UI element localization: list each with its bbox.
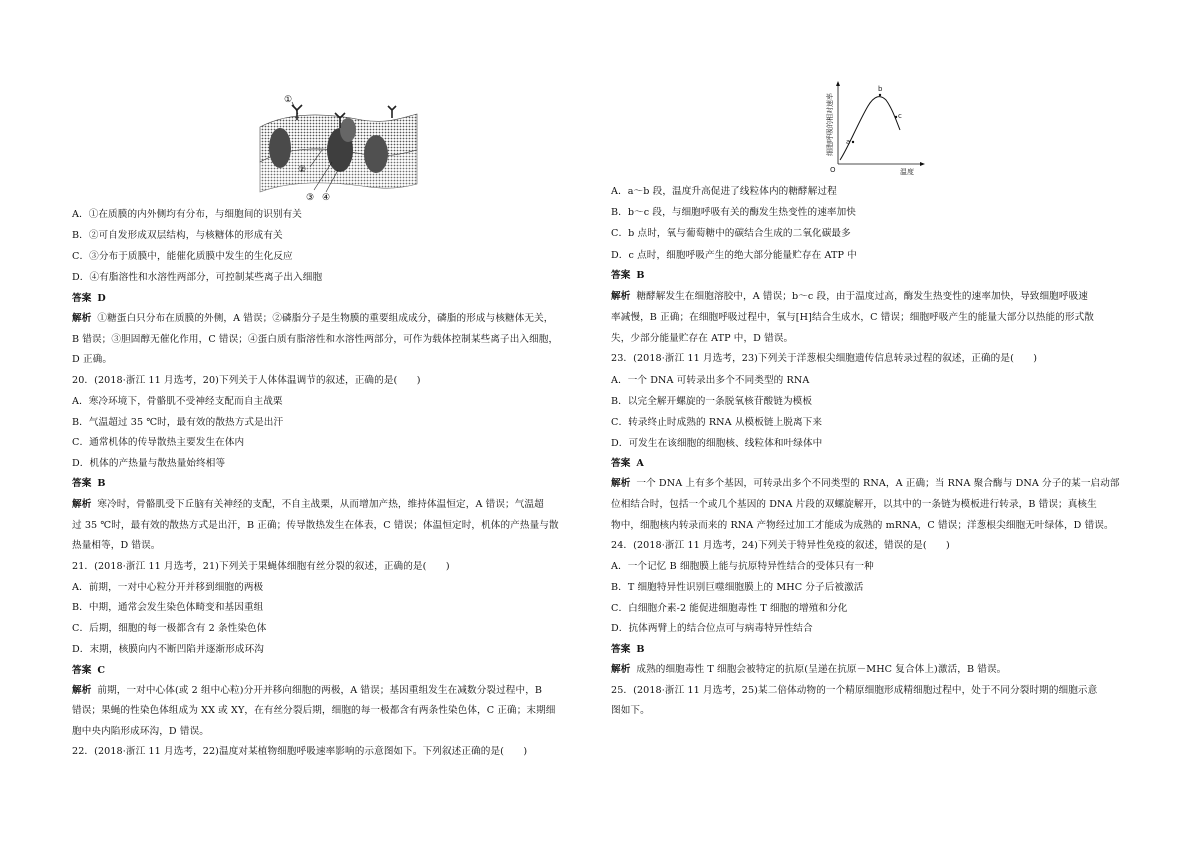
line-text: 成熟的细胞毒性 T 细胞会被特定的抗原(呈递在抗原－MHC 复合体上)激活，B 错误。 [636,664,1007,675]
answer-label: 答案 [72,665,92,676]
cell-membrane-figure [252,92,422,204]
line-text: D．c 点时，细胞呼吸产生的绝大部分能量贮存在 ATP 中 [611,250,857,261]
line-text: D．可发生在该细胞的细胞核、线粒体和叶绿体中 [611,438,823,449]
respiration-rate-figure [818,78,928,178]
text-line-q21-exp1 [72,685,542,697]
answer-label: 答案 [611,458,631,469]
text-line-q23-exp1 [611,478,1120,490]
line-text: 24．(2018·浙江 11 月选考，24)下列关于特异性免疫的叙述，错误的是( ) [611,540,950,551]
text-line-q19-b [72,230,283,242]
explanation-label: 解析 [611,478,631,489]
answer-label: 答案 [611,270,631,281]
text-line-q25-1 [611,685,1097,697]
line-text: A．寒冷环境下，骨骼肌不受神经支配而自主战栗 [72,396,283,407]
text-line-q21-ans [72,665,105,677]
line-text: D．机体的产热量与散热量始终相等 [72,458,226,469]
text-line-q21 [72,561,450,573]
x-axis-label: 温度 [900,168,914,176]
line-text: A．①在质膜的内外侧均有分布，与细胞间的识别有关 [72,209,302,220]
line-text: C．b 点时，氧与葡萄糖中的碳结合生成的二氧化碳最多 [611,228,851,239]
line-text: C．转录终止时成熟的 RNA 从模板链上脱离下来 [611,417,823,428]
line-text: C．后期，细胞的每一极都含有 2 条性染色体 [72,623,267,634]
text-line-q24-ans [611,644,645,656]
line-text: 糖酵解发生在细胞溶胶中，A 错误；b～c 段，由于温度过高，酶发生热变性的速率加快，导致细胞呼吸速 [636,291,1088,302]
explanation-label: 解析 [611,291,631,302]
text-line-q22-exp3 [611,333,793,345]
line-text: ①糖蛋白只分布在质膜的外侧，A 错误；②磷脂分子是生物膜的重要组成成分，磷脂的形成与核糖体无关， [97,313,554,324]
line-text: 23．(2018·浙江 11 月选考，23)下列关于洋葱根尖细胞遗传信息转录过程的叙述，正确的是( ) [611,353,1038,364]
text-line-q23-d [611,438,822,450]
marker-1: ① [284,95,293,105]
text-line-q24-b [611,582,864,594]
text-line-q23-ans [611,458,644,470]
line-text: 22．(2018·浙江 11 月选考，22)温度对某植物细胞呼吸速率影响的示意图如下。下列叙述正确的是( ) [72,746,528,757]
line-text: B．T 细胞特异性识别巨噬细胞膜上的 MHC 分子后被激活 [611,582,864,593]
line-text: 寒冷时，骨骼肌受下丘脑有关神经的支配，不自主战栗，从而增加产热，维持体温恒定，A 错误；气温超 [97,499,544,510]
text-line-q19-exp2 [72,334,558,346]
answer-value: B [636,270,645,281]
line-text: 错误；果蝇的性染色体组成为 XX 或 XY，在有丝分裂后期，细胞的每一极都含有两条性染色体，C 正确；末期细 [72,705,556,716]
line-text: 热量相等，D 错误。 [72,540,161,551]
line-text: 前期，一对中心体(或 2 组中心粒)分开并移向细胞的两极，A 错误；基因重组发生在减数分裂过程中，B [97,685,543,696]
line-text: B．气温超过 35 ℃时，最有效的散热方式是出汗 [72,417,284,428]
text-line-q21-exp3 [72,726,209,738]
line-text: 失，少部分能量贮存在 ATP 中，D 错误。 [611,333,794,344]
text-line-q25-2 [611,705,650,717]
text-line-q21-a [72,582,263,594]
text-line-q19-d [72,272,322,284]
text-line-q24-exp1 [611,664,1006,676]
text-line-q21-exp2 [72,705,555,717]
marker-4: ④ [322,193,331,203]
answer-value: C [97,665,106,676]
text-line-q22-b [611,207,856,219]
line-text: B．b～c 段，与细胞呼吸有关的酶发生热变性的速率加快 [611,207,856,218]
line-text: 图如下。 [611,705,650,716]
line-text: C．③分布于质膜中，能催化质膜中发生的生化反应 [72,251,293,262]
marker-2: ② [298,165,307,175]
text-line-q20-b [72,417,283,429]
explanation-label: 解析 [611,664,631,675]
line-text: B．以完全解开螺旋的一条脱氧核苷酸链为模板 [611,396,813,407]
text-line-q22-d [611,250,857,262]
text-line-q22-exp2 [611,312,1094,324]
line-text: D．抗体两臂上的结合位点可与病毒特异性结合 [611,623,813,634]
line-text: A．一个记忆 B 细胞膜上能与抗原特异性结合的受体只有一种 [611,561,874,572]
answer-label: 答案 [611,644,631,655]
answer-label: 答案 [72,478,92,489]
text-line-q23 [611,353,1037,365]
y-axis-label: 细胞呼吸的相对速率 [826,93,834,156]
line-text: D．④有脂溶性和水溶性两部分，可控制某些离子出入细胞 [72,272,323,283]
text-line-q23-exp2 [611,499,1097,511]
marker-3: ③ [306,193,315,203]
line-text: B．中期，通常会发生染色体畸变和基因重组 [72,602,264,613]
line-text: C．通常机体的传导散热主要发生在体内 [72,437,245,448]
line-text: D．末期，核膜向内不断凹陷并逐渐形成环沟 [72,644,264,655]
answer-value: B [636,644,645,655]
answer-value: A [636,458,644,469]
text-line-q23-exp3 [611,520,1114,532]
text-line-q22-a [611,186,837,198]
origin-label: O [830,166,836,174]
line-text: 物中，细胞核内转录而来的 RNA 产物经过加工才能成为成熟的 mRNA，C 错误；洋葱根尖细胞无叶绿体，D 错误。 [611,520,1114,531]
line-text: 25．(2018·浙江 11 月选考，25)某二倍体动物的一个精原细胞形成精细胞过程中，处于不同分裂时期的细胞示意 [611,685,1098,696]
point-b-label: b [878,85,883,93]
line-text: B．②可自发形成双层结构，与核糖体的形成有关 [72,230,283,241]
line-text: 胞中央内陷形成环沟，D 错误。 [72,726,209,737]
text-line-q20-exp2 [72,520,559,532]
line-text: B 错误；③胆固醇无催化作用，C 错误；④蛋白质有脂溶性和水溶性两部分，可作为载体控制某些离子出入细胞， [72,334,559,345]
text-line-q20 [72,375,421,387]
line-text: 率减慢，B 正确；在细胞呼吸过程中，氧与[H]结合生成水，C 错误；细胞呼吸产生的能量大部分以热能的形式散 [611,312,1094,323]
text-line-q24-a [611,561,874,573]
explanation-label: 解析 [72,499,92,510]
text-line-q22 [72,746,527,758]
text-line-q20-ans [72,478,106,490]
text-line-q20-c [72,437,244,449]
text-line-q20-exp1 [72,499,544,511]
text-line-q21-c [72,623,266,635]
text-line-q24-d [611,623,813,635]
answer-label: 答案 [72,293,92,304]
text-line-q20-d [72,458,225,470]
line-text: C．白细胞介素-2 能促进细胞毒性 T 细胞的增殖和分化 [611,603,848,614]
text-line-q21-b [72,602,263,614]
answer-value: D [97,293,106,304]
text-line-q19-a [72,209,302,221]
text-line-q24-c [611,603,848,615]
text-line-q19-exp1 [72,313,553,325]
text-line-q23-c [611,417,822,429]
text-line-q22-exp1 [611,291,1088,303]
text-line-q19-exp3 [72,354,112,366]
explanation-label: 解析 [72,313,92,324]
text-line-q22-c [611,228,851,240]
text-line-q20-exp3 [72,540,161,552]
line-text: 21．(2018·浙江 11 月选考，21)下列关于果蝇体细胞有丝分裂的叙述，正确的是( ) [72,561,450,572]
line-text: D 正确。 [72,354,113,365]
answer-value: B [97,478,106,489]
text-line-q23-b [611,396,812,408]
line-text: A．a～b 段，温度升高促进了线粒体内的糖酵解过程 [611,186,837,197]
text-line-q19-ans [72,293,106,305]
text-line-q22-ans [611,270,645,282]
text-line-q20-a [72,396,283,408]
line-text: 位相结合时，包括一个或几个基因的 DNA 片段的双螺旋解开，以其中的一条链为模板进行转录，B 错误；真核生 [611,499,1097,510]
text-line-q19-c [72,251,293,263]
line-text: A．一个 DNA 可转录出多个不同类型的 RNA [611,375,810,386]
explanation-label: 解析 [72,685,92,696]
text-line-q23-a [611,375,809,387]
line-text: A．前期，一对中心粒分开并移到细胞的两极 [72,582,264,593]
line-text: 一个 DNA 上有多个基因，可转录出多个不同类型的 RNA，A 正确；当 RNA 聚合酶与 DNA 分子的某一启动部 [636,478,1120,489]
text-line-q24 [611,540,950,552]
line-text: 20．(2018·浙江 11 月选考，20)下列关于人体体温调节的叙述，正确的是( ) [72,375,421,386]
point-a-label: a [846,138,851,146]
line-text: 过 35 ℃时，最有效的散热方式是出汗，B 正确；传导散热发生在体表，C 错误；体温恒定时，机体的产热量与散 [72,520,559,531]
text-line-q21-d [72,644,264,656]
point-c-label: c [898,112,902,120]
